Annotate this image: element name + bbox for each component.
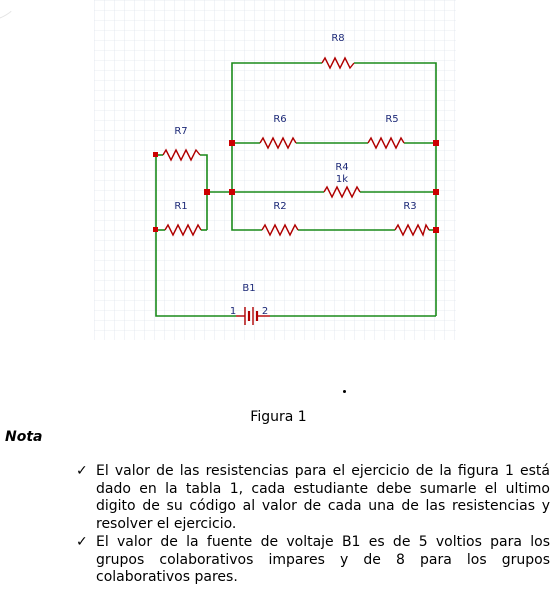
label-r6: R6 — [273, 114, 287, 125]
nota-heading: Nota — [5, 429, 43, 445]
label-b1-pin2: 2 — [261, 306, 269, 317]
stray-dot — [343, 390, 346, 393]
label-r4-value: 1k — [335, 174, 349, 185]
circuit-diagram — [94, 0, 456, 340]
note-item — [74, 534, 550, 587]
label-r3: R3 — [403, 201, 417, 212]
label-r5: R5 — [385, 114, 399, 125]
label-b1-pin1: 1 — [229, 306, 237, 317]
note-text: El valor de las resistencias para el ejercicio de la figura 1 está dado en la tabla 1, cada estudiante debe sumarle el ultimo digito de su código al valor de cada una de las resistencias y resolver el ejercicio. — [96, 463, 550, 532]
label-b1: B1 — [242, 283, 256, 294]
figure-caption: Figura 1 — [250, 409, 307, 425]
circuit-figure — [94, 0, 456, 340]
grid-background — [94, 0, 456, 340]
note-item — [74, 463, 550, 533]
label-r7: R7 — [174, 126, 188, 137]
checkmark-icon: ✓ — [76, 463, 88, 479]
label-r4: R4 — [335, 162, 349, 173]
notes-list — [74, 463, 550, 588]
checkmark-icon: ✓ — [76, 534, 88, 550]
decorative-arc — [0, 0, 22, 22]
label-r2: R2 — [273, 201, 287, 212]
note-text: El valor de la fuente de voltaje B1 es de 5 voltios para los grupos colaborativos impares y de 8 para los grupos colaborativos pares. — [96, 534, 550, 585]
label-r8: R8 — [331, 33, 345, 44]
label-r1: R1 — [174, 201, 188, 212]
